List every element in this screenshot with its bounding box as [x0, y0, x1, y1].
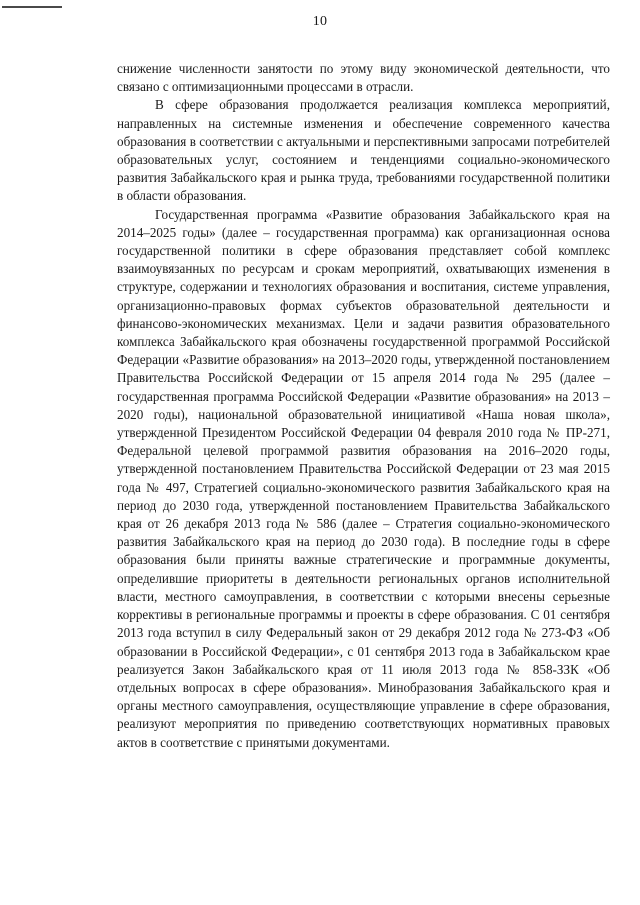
document-body — [117, 60, 610, 752]
paragraph: В сфере образования продолжается реализация комплекса мероприятий, направленных на системные изменения и обеспечение современного качества образования в соответствии с актуальными и перспективными запросами потребителей образовательных услуг, состоянием и тенденциями социально-экономического развития Забайкальского края и рынка труда, требованиями государственной политики в области образования. — [117, 97, 610, 204]
scan-edge-mark — [2, 6, 62, 8]
paragraph: снижение численности занятости по этому виду экономической деятельности, что связано с оптимизационными процессами в отрасли. — [117, 61, 610, 95]
paragraph: Государственная программа «Развитие образования Забайкальского края на 2014–2025 годы» (далее – государственная программа) как организационная основа государственной политики в сфере образования представляет собой комплекс взаимоувязанных по ресурсам и срокам мероприятий, охватывающих изменения в структуре, содержании и технологиях образования и воспитания, системе управления, организационно-правовых формах субъектов образовательной деятельности и финансово-экономических механизмах. Цели и задачи развития образовательного комплекса Забайкальского края обозначены государственной программой Российской Федерации «Развитие образования» на 2013–2020 годы, утвержденной постановлением Правительства Российской Федерации от 15 апреля 2014 года № 295 (далее – государственная программа Российской Федерации «Развитие образования» на 2013 – 2020 годы), национальной образовательной инициативой «Наша новая школа», утвержденной Президентом Российской Федерации 04 февраля 2010 года № ПР-271, Федеральной целевой программой развития образования на 2016–2020 годы, утвержденной постановлением Правительства Российской Федерации от 23 мая 2015 года № 497, Стратегией социально-экономического развития Забайкальского края на период до 2030 года, утвержденной постановлением Правительства Забайкальского края от 26 декабря 2013 года № 586 (далее – Стратегия социально-экономического развития Забайкальского края на период до 2030 года). В последние годы в сфере образования были приняты важные стратегические и программные документы, определившие приоритеты в деятельности региональных органов исполнительной власти, местного самоуправления, в соответствии с которыми внесены серьезные коррективы в региональные программы и проекты в сфере образования. С 01 сентября 2013 года вступил в силу Федеральный закон от 29 декабря 2012 года № 273-ФЗ «Об образовании в Российской Федерации», с 01 сентября 2013 года в Забайкальском крае реализуется Закон Забайкальского края от 11 июля 2013 года № 858-ЗЗК «Об отдельных вопросах в сфере образования». Минобразования Забайкальского края и органы местного самоуправления, осуществляющие управление в сфере образования, реализуют мероприятия по приведению соответствующих нормативных правовых актов в соответствие с принятыми документами. — [117, 206, 610, 750]
page-number: 10 — [312, 14, 328, 29]
